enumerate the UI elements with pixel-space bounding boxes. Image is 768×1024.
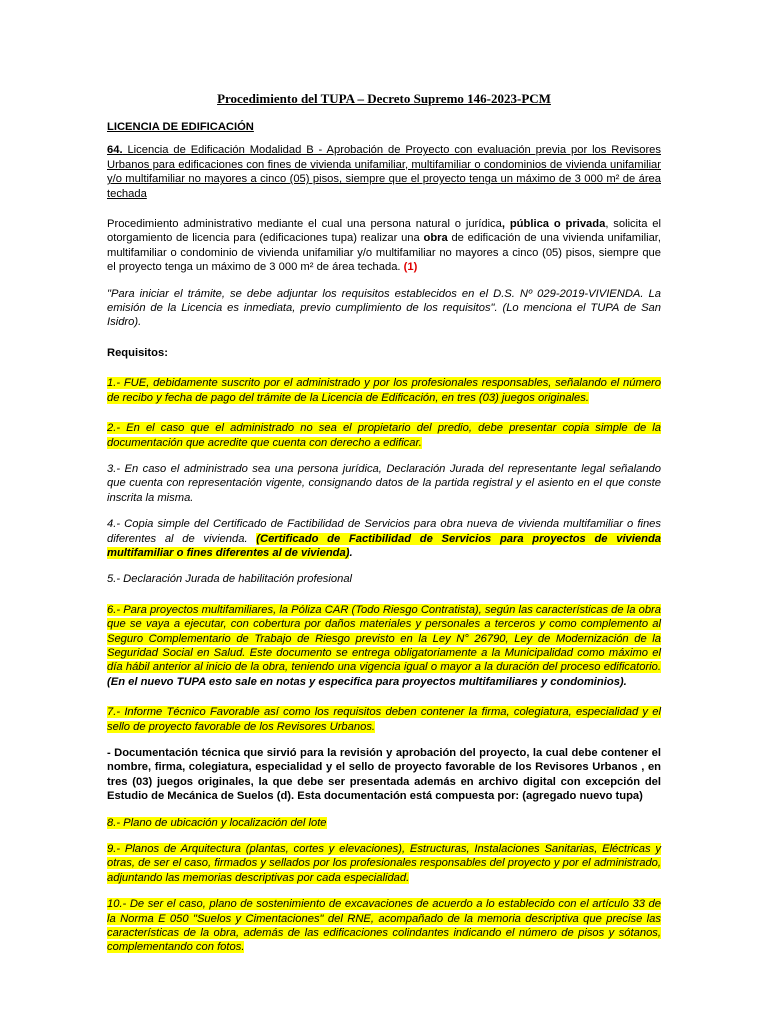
highlighted-text: 10.- De ser el caso, plano de sostenimiento de excavaciones de acuerdo a lo establecido con el artículo 33 de la Norma E 050 "Suelos y Cimentaciones" del RNE, acompañado de la memoria descriptiva que precise las características de la obra, además de las edificaciones colindantes indicando el número de pisos y sótanos, complementando con fotos.	[107, 898, 661, 954]
requirement-note: (En el nuevo TUPA esto sale en notas y especifica para proyectos multifamiliares y condominios).	[107, 675, 627, 688]
requirement-7	[107, 705, 661, 734]
item-description: Licencia de Edificación Modalidad B - Aprobación de Proyecto con evaluación previa por los Revisores Urbanos para edificaciones con fines de vivienda unifamiliar, multifamiliar o condominios de vivienda unifamiliar y/o multifamiliar no mayores a cinco (05) pisos, siempre que el proyecto tenga un máximo de 3 000 m² de área techada	[107, 144, 661, 200]
requirement-1	[107, 376, 661, 405]
reference-marker: (1)	[403, 261, 418, 274]
highlighted-text: 8.- Plano de ubicación y localización del lote	[107, 816, 327, 829]
highlighted-note: (Certificado de Factibilidad de Servicios para proyectos de vivienda multifamiliar o fines diferentes al de vivienda)	[107, 532, 662, 559]
page-title: Procedimiento del TUPA – Decreto Supremo 146-2023-PCM	[217, 91, 551, 106]
procedure-description	[107, 217, 661, 275]
requirement-text: 4.- Copia simple del Certificado de Factibilidad de Servicios para obra nueva de vivienda multifamiliar o fines diferentes al de vivienda.	[107, 518, 661, 545]
quote-note: "Para iniciar el trámite, se debe adjuntar los requisitos establecidos en el D.S. Nº 029-2019-VIVIENDA. La emisión de la Licencia es inmediata, previo cumplimiento de los requisitos". (Lo menciona el TUPA de San Isidro).	[107, 287, 661, 329]
requisitos-heading: Requisitos:	[107, 346, 168, 359]
section-heading: LICENCIA DE EDIFICACIÓN	[107, 121, 254, 133]
procedure-text: de edificación de una vivienda unifamiliar, multifamiliar o condominio de vivienda unifamiliar y/o multifamiliar no mayores a cinco (05) pisos, siempre que el proyecto tenga un máximo de 3 000 m² de área techada.	[107, 232, 662, 274]
requirement-9	[107, 842, 661, 885]
highlighted-text: 7.- Informe Técnico Favorable así como los requisitos deben contener la firma, colegiatura, especialidad y el sello de proyecto favorable de los Revisores Urbanos.	[107, 706, 661, 733]
technical-documentation: - Documentación técnica que sirvió para la revisión y aprobación del proyecto, la cual debe contener el nombre, firma, colegiatura, especialidad y el sello de proyecto favorable de los Revisores Urbanos , en tres (03) juegos originales, la que debe ser presentada además en archivo digital con excepción del Estudio de Mecánica de Suelos (d). Esta documentación está compuesta por: (agregado nuevo tupa)	[107, 747, 661, 803]
document-body	[107, 91, 661, 955]
procedure-item-64	[107, 143, 661, 201]
procedure-text: Procedimiento administrativo mediante el cual una persona natural o jurídica	[107, 218, 502, 231]
procedure-emphasis: obra	[423, 232, 448, 245]
item-number: 64.	[107, 144, 123, 157]
requirement-8	[107, 816, 661, 830]
highlighted-text: 9.- Planos de Arquitectura (plantas, cortes y elevaciones), Estructuras, Instalaciones Sanitarias, Eléctricas y otras, de ser el caso, firmados y sellados por los profesionales responsables del proyecto y por el administrado, adjuntando las memorias descriptivas por cada especialidad.	[107, 843, 661, 884]
requirement-6	[107, 603, 661, 689]
highlighted-text: 6.- Para proyectos multifamiliares, la Póliza CAR (Todo Riesgo Contratista), según las características de la obra que se vaya a ejecutar, con cobertura por daños materiales y personales a terceros y como complemento al Seguro Complementario de Trabajo de Riesgo previsto en la Ley N° 26790, Ley de Modernización de la Seguridad Social en Salud. Este documento se entrega obligatoriamente a la Municipalidad como máximo el día hábil anterior al inicio de la obra, teniendo una vigencia igual o mayor a la duración del proceso edificatorio.	[107, 603, 661, 674]
procedure-emphasis: , pública o privada	[501, 218, 606, 231]
requirement-10	[107, 897, 661, 955]
requirement-text: .	[349, 546, 353, 559]
requirement-2	[107, 421, 661, 450]
highlighted-text: 2.- En el caso que el administrado no sea el propietario del predio, debe presentar copia simple de la documentación que acredite que cuenta con derecho a edificar.	[107, 422, 661, 449]
requirement-5: 5.- Declaración Jurada de habilitación profesional	[107, 573, 353, 586]
requirement-4	[107, 517, 661, 560]
requirement-3: 3.- En caso el administrado sea una persona jurídica, Declaración Jurada del representante legal señalando que cuenta con representación vigente, consignando datos de la partida registral y el asiento en el que conste inscrita la misma.	[107, 462, 661, 504]
highlighted-text: 1.- FUE, debidamente suscrito por el administrado y por los profesionales responsables, señalando el número de recibo y fecha de pago del trámite de la Licencia de Edificación, en tres (03) juegos originales.	[107, 377, 661, 404]
procedure-text: , solicita el otorgamiento de licencia para (edificaciones tupa) realizar una	[107, 218, 662, 245]
